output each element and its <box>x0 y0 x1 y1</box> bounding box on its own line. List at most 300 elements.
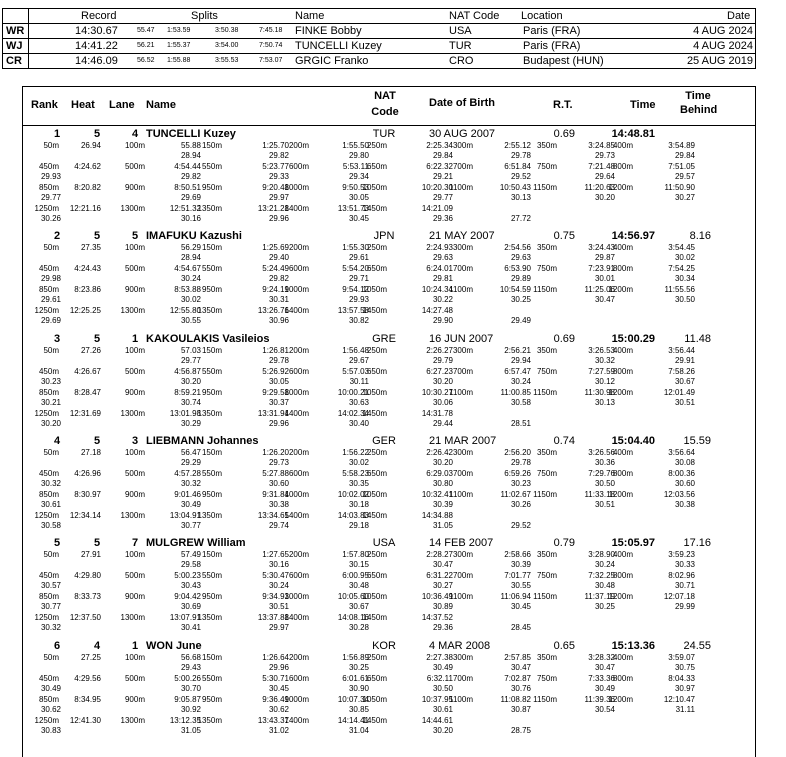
split-distance: 1200m <box>608 694 633 704</box>
split-time: 8:20.82 <box>74 183 101 192</box>
split-time: 8:50.51 <box>174 183 201 192</box>
split-lap: 30.20 <box>432 376 453 386</box>
swimmer-name: IMAFUKU Kazushi <box>146 230 242 243</box>
split-lap: 30.34 <box>674 274 695 284</box>
split-lap: 29.29 <box>180 457 201 467</box>
split-time: 13:04.91 <box>169 510 201 520</box>
split-distance: 500m <box>124 673 145 683</box>
split-distance: 700m <box>452 571 473 581</box>
split-lap: 29.87 <box>594 253 615 263</box>
split-lap: 29.49 <box>510 316 531 326</box>
record-type: WR <box>6 25 25 37</box>
split-lap: 29.78 <box>510 151 531 160</box>
split-distance: 350m <box>536 550 557 560</box>
split-time: 6:59.26 <box>504 468 531 478</box>
split-time: 14:02.34 <box>337 408 369 418</box>
split-time: 56.29 <box>180 243 201 253</box>
split-time: 6:32.11 <box>426 673 453 683</box>
swimmer-rank: 1 <box>53 128 61 140</box>
split-lap: 30.49 <box>40 683 61 693</box>
split-lap: 30.82 <box>348 316 369 326</box>
split-time: 12:21.16 <box>69 204 101 213</box>
swimmer-lane: 1 <box>131 332 139 345</box>
split-distance: 1300m <box>120 306 145 316</box>
split-lap: 29.89 <box>510 274 531 284</box>
split-distance: 1350m <box>197 715 222 725</box>
split-distance: 100m <box>124 447 145 457</box>
split-lap: 30.62 <box>268 704 289 714</box>
split-lap: 29.90 <box>432 316 453 326</box>
split-lap: 29.52 <box>510 172 531 181</box>
split-lap: 30.69 <box>180 602 201 612</box>
split-time: 2:54.56 <box>504 243 531 253</box>
split-distance: 850m <box>38 592 59 602</box>
split-time: 6:00.95 <box>342 571 369 581</box>
split-time: 13:26.76 <box>257 306 289 316</box>
split-time: 7:01.77 <box>504 571 531 581</box>
record-location: Paris (FRA) <box>523 25 581 37</box>
split-distance: 1450m <box>362 510 387 520</box>
split-distance: 400m <box>612 141 633 150</box>
split-distance: 550m <box>201 366 222 376</box>
split-time: 8:30.97 <box>74 489 101 499</box>
split-time: 12:41.30 <box>69 715 101 725</box>
split-distance: 750m <box>536 673 557 683</box>
split-distance: 300m <box>452 243 473 253</box>
split-time: 8:02.96 <box>668 571 695 581</box>
split-distance: 500m <box>124 468 145 478</box>
split-time: 8:59.21 <box>174 387 201 397</box>
col-name: Name <box>146 99 176 111</box>
split-lap: 30.77 <box>40 602 61 612</box>
split-lap: 30.22 <box>432 295 453 305</box>
split-time: 14:34.88 <box>421 510 453 520</box>
split-lap: 29.77 <box>432 193 453 202</box>
split-distance: 1450m <box>362 715 387 725</box>
split-distance: 300m <box>452 345 473 355</box>
split-lap: 29.84 <box>674 151 695 160</box>
split-distance: 350m <box>536 447 557 457</box>
split-distance: 200m <box>288 447 309 457</box>
split-lap: 29.36 <box>432 623 453 633</box>
split-lap: 29.69 <box>180 193 201 202</box>
col-nat: NAT <box>374 90 396 102</box>
split-time: 27.18 <box>80 447 101 457</box>
split-lap: 29.18 <box>348 520 369 530</box>
swimmer-nat: USA <box>372 537 396 550</box>
split-distance: 50m <box>43 652 59 662</box>
swimmer-heat: 5 <box>93 128 101 140</box>
record-location: Budapest (HUN) <box>523 55 604 67</box>
split-lap: 29.34 <box>348 172 369 181</box>
swimmer-time: 15:05.97 <box>611 537 655 550</box>
split-time: 1:56.89 <box>342 652 369 662</box>
split-lap: 30.87 <box>510 704 531 714</box>
record-nat: TUR <box>449 40 472 52</box>
split-time: 5:26.92 <box>262 366 289 376</box>
split-lap: 30.71 <box>674 581 695 591</box>
split-distance: 600m <box>288 264 309 274</box>
split-distance: 250m <box>366 243 387 253</box>
split-time: 10:02.02 <box>337 489 369 499</box>
swimmer-rank: 2 <box>53 230 61 243</box>
split-distance: 1350m <box>197 613 222 623</box>
record-time: 14:41.22 <box>75 40 118 52</box>
split-time: 2:57.85 <box>504 652 531 662</box>
records-header-nat: NAT Code <box>449 10 500 22</box>
record-nat: USA <box>449 25 472 37</box>
col-rank: Rank <box>31 99 58 111</box>
split-lap: 29.82 <box>268 151 289 160</box>
split-distance: 1250m <box>34 510 59 520</box>
split-time: 5:23.77 <box>262 162 289 171</box>
split-time: 3:26.53 <box>588 345 615 355</box>
split-lap: 30.41 <box>180 623 201 633</box>
split-distance: 450m <box>38 264 59 274</box>
split-time: 6:22.32 <box>426 162 453 171</box>
split-distance: 1050m <box>362 592 387 602</box>
split-time: 3:24.43 <box>588 243 615 253</box>
split-distance: 650m <box>366 162 387 171</box>
swimmer-dob: 30 AUG 2007 <box>429 128 496 140</box>
split-lap: 31.02 <box>268 725 289 735</box>
split-lap: 29.81 <box>432 274 453 284</box>
col-behind-1: Time <box>685 90 711 102</box>
split-distance: 850m <box>38 183 59 192</box>
split-lap: 29.44 <box>432 418 453 428</box>
split-time: 55.88 <box>180 141 201 150</box>
split-lap: 30.32 <box>40 478 61 488</box>
split-time: 11:30.98 <box>584 387 615 397</box>
record-type: CR <box>6 55 22 67</box>
swimmer-heat: 5 <box>93 332 101 345</box>
record-time: 14:30.67 <box>75 25 118 37</box>
split-time: 10:05.60 <box>337 592 369 602</box>
split-lap: 30.12 <box>594 376 615 386</box>
split-distance: 850m <box>38 387 59 397</box>
split-distance: 1100m <box>449 285 473 295</box>
records-table <box>2 8 756 69</box>
split-lap: 30.02 <box>674 253 695 263</box>
split-time: 9:31.84 <box>262 489 289 499</box>
split-distance: 1250m <box>34 204 59 213</box>
split-distance: 150m <box>201 345 222 355</box>
split-distance: 1150m <box>533 387 557 397</box>
split-time: 9:36.49 <box>262 694 289 704</box>
split-distance: 550m <box>201 468 222 478</box>
swimmer-rank: 4 <box>53 434 61 447</box>
split-lap: 30.16 <box>180 214 201 223</box>
split-lap: 30.26 <box>40 214 61 223</box>
swimmer-row <box>23 434 755 536</box>
split-time: 9:05.87 <box>174 694 201 704</box>
swimmer-heat: 5 <box>93 537 101 550</box>
split-time: 12:07.18 <box>663 592 695 602</box>
split-distance: 1450m <box>362 613 387 623</box>
split-lap: 30.20 <box>40 418 61 428</box>
split-time: 9:24.19 <box>262 285 289 295</box>
split-time: 13:07.91 <box>169 613 201 623</box>
split-distance: 1200m <box>608 285 633 295</box>
split-distance: 600m <box>288 571 309 581</box>
split-lap: 30.20 <box>180 376 201 386</box>
split-distance: 750m <box>536 162 557 171</box>
split-time: 3:26.56 <box>588 447 615 457</box>
split-time: 11:37.19 <box>584 592 615 602</box>
split-time: 2:24.93 <box>426 243 453 253</box>
split-time: 12:31.69 <box>69 408 101 418</box>
split-time: 6:29.03 <box>426 468 453 478</box>
split-distance: 600m <box>288 468 309 478</box>
record-s2: 1:55.37 <box>167 42 191 49</box>
split-lap: 30.08 <box>674 457 695 467</box>
split-distance: 1050m <box>362 183 387 192</box>
split-time: 1:26.81 <box>262 345 289 355</box>
split-lap: 30.47 <box>510 662 531 672</box>
swimmer-rt: 0.69 <box>553 332 575 345</box>
split-lap: 29.79 <box>432 355 453 365</box>
split-lap: 30.62 <box>40 704 61 714</box>
split-lap: 30.15 <box>348 560 369 570</box>
records-header-date: Date <box>727 10 751 22</box>
split-lap: 30.05 <box>348 193 369 202</box>
split-time: 13:51.73 <box>337 204 369 213</box>
split-lap: 30.33 <box>674 560 695 570</box>
col-dob: Date of Birth <box>429 97 495 109</box>
split-distance: 1300m <box>120 613 145 623</box>
swimmer-nat: TUR <box>372 128 396 140</box>
split-time: 6:01.61 <box>342 673 369 683</box>
split-lap: 30.49 <box>594 683 615 693</box>
record-row <box>3 39 755 54</box>
split-time: 6:31.22 <box>426 571 453 581</box>
split-lap: 29.36 <box>432 214 453 223</box>
split-distance: 100m <box>124 550 145 560</box>
split-time: 9:54.12 <box>342 285 369 295</box>
split-lap: 30.16 <box>268 560 289 570</box>
split-distance: 1350m <box>197 408 222 418</box>
split-lap: 30.02 <box>180 295 201 305</box>
split-distance: 500m <box>124 366 145 376</box>
split-distance: 1400m <box>284 613 309 623</box>
split-lap: 29.93 <box>348 295 369 305</box>
split-time: 10:00.21 <box>337 387 369 397</box>
split-lap: 30.50 <box>432 683 453 693</box>
split-lap: 29.61 <box>40 295 61 305</box>
split-lap: 29.63 <box>510 253 531 263</box>
col-lane: Lane <box>109 99 135 111</box>
split-lap: 30.85 <box>348 704 369 714</box>
split-lap: 30.83 <box>40 725 61 735</box>
split-time: 7:29.76 <box>588 468 615 478</box>
split-distance: 550m <box>201 571 222 581</box>
record-s1: 55.47 <box>137 27 155 34</box>
split-lap: 30.23 <box>510 478 531 488</box>
split-lap: 30.31 <box>268 295 289 305</box>
split-lap: 30.48 <box>348 581 369 591</box>
record-name: FINKE Bobby <box>295 25 362 37</box>
split-lap: 30.47 <box>432 560 453 570</box>
swimmer-lane: 1 <box>131 639 139 652</box>
split-lap: 30.45 <box>510 602 531 612</box>
split-time: 6:24.01 <box>426 264 453 274</box>
split-lap: 30.39 <box>432 499 453 509</box>
split-distance: 600m <box>288 162 309 171</box>
split-lap: 28.94 <box>180 253 201 263</box>
split-time: 12:37.50 <box>69 613 101 623</box>
split-lap: 29.73 <box>268 457 289 467</box>
split-time: 11:33.18 <box>584 489 615 499</box>
split-distance: 1200m <box>608 592 633 602</box>
swimmer-name: TUNCELLI Kuzey <box>146 128 236 140</box>
split-lap: 29.52 <box>510 520 531 530</box>
swimmer-rt: 0.74 <box>553 434 575 447</box>
split-time: 57.49 <box>180 550 201 560</box>
split-time: 7:33.36 <box>588 673 615 683</box>
split-lap: 30.25 <box>348 662 369 672</box>
split-lap: 29.96 <box>268 214 289 223</box>
split-time: 4:26.96 <box>74 468 101 478</box>
swimmer-time: 15:00.29 <box>611 332 655 345</box>
split-time: 10:37.95 <box>421 694 453 704</box>
split-lap: 30.61 <box>432 704 453 714</box>
split-time: 11:25.06 <box>584 285 615 295</box>
split-lap: 29.78 <box>268 355 289 365</box>
split-lap: 29.80 <box>348 151 369 160</box>
split-time: 13:37.88 <box>257 613 289 623</box>
split-time: 56.68 <box>180 652 201 662</box>
split-lap: 30.24 <box>594 560 615 570</box>
split-distance: 100m <box>124 652 145 662</box>
split-time: 6:51.84 <box>504 162 531 171</box>
swimmer-name: WON June <box>146 639 202 652</box>
split-time: 14:31.78 <box>421 408 453 418</box>
split-time: 12:34.14 <box>69 510 101 520</box>
split-lap: 30.54 <box>594 704 615 714</box>
swimmer-dob: 4 MAR 2008 <box>429 639 491 652</box>
split-time: 4:26.67 <box>74 366 101 376</box>
record-row <box>3 54 755 68</box>
split-distance: 1000m <box>284 387 309 397</box>
split-lap: 30.55 <box>510 581 531 591</box>
split-lap: 30.40 <box>348 418 369 428</box>
split-time: 11:02.67 <box>500 489 531 499</box>
split-time: 11:39.36 <box>584 694 615 704</box>
split-distance: 1350m <box>197 510 222 520</box>
split-time: 4:29.80 <box>74 571 101 581</box>
split-lap: 30.01 <box>594 274 615 284</box>
split-distance: 950m <box>201 387 222 397</box>
record-s2: 1:55.88 <box>167 57 191 64</box>
split-distance: 1400m <box>284 408 309 418</box>
split-distance: 1100m <box>449 694 473 704</box>
split-distance: 1200m <box>608 183 633 192</box>
split-time: 5:53.11 <box>342 162 369 171</box>
split-distance: 400m <box>612 243 633 253</box>
split-time: 10:24.34 <box>421 285 453 295</box>
split-distance: 850m <box>38 285 59 295</box>
split-distance: 500m <box>124 264 145 274</box>
split-time: 4:56.87 <box>174 366 201 376</box>
split-lap: 31.04 <box>348 725 369 735</box>
split-time: 2:55.12 <box>504 141 531 150</box>
split-distance: 1250m <box>34 408 59 418</box>
split-time: 8:28.47 <box>74 387 101 397</box>
split-time: 14:44.61 <box>421 715 453 725</box>
split-distance: 950m <box>201 592 222 602</box>
split-lap: 30.24 <box>180 274 201 284</box>
split-distance: 250m <box>366 447 387 457</box>
split-distance: 1150m <box>533 694 557 704</box>
split-distance: 450m <box>38 468 59 478</box>
split-lap: 30.45 <box>348 214 369 223</box>
split-lap: 30.26 <box>510 499 531 509</box>
split-lap: 29.82 <box>180 172 201 181</box>
split-time: 27.91 <box>80 550 101 560</box>
split-time: 3:28.32 <box>588 652 615 662</box>
swimmer-nat: JPN <box>373 230 395 243</box>
swimmer-rt: 0.75 <box>553 230 575 243</box>
split-lap: 29.94 <box>510 355 531 365</box>
split-lap: 29.77 <box>180 355 201 365</box>
split-time: 8:53.88 <box>174 285 201 295</box>
split-distance: 400m <box>612 652 633 662</box>
split-distance: 900m <box>124 285 145 295</box>
swimmer-row <box>23 536 755 638</box>
split-lap: 30.25 <box>510 295 531 305</box>
split-distance: 250m <box>366 550 387 560</box>
split-time: 7:02.87 <box>504 673 531 683</box>
split-lap: 30.77 <box>180 520 201 530</box>
split-distance: 1400m <box>284 204 309 213</box>
split-distance: 600m <box>288 673 309 683</box>
records-header-splits: Splits <box>191 10 218 22</box>
split-lap: 30.51 <box>594 499 615 509</box>
split-lap: 29.64 <box>594 172 615 181</box>
split-distance: 650m <box>366 571 387 581</box>
split-lap: 29.82 <box>268 274 289 284</box>
split-lap: 30.23 <box>40 376 61 386</box>
split-time: 2:28.27 <box>426 550 453 560</box>
split-time: 8:04.33 <box>668 673 695 683</box>
split-distance: 750m <box>536 571 557 581</box>
split-distance: 500m <box>124 571 145 581</box>
split-time: 10:50.43 <box>499 183 531 192</box>
record-date: 25 AUG 2019 <box>686 55 753 67</box>
split-lap: 29.96 <box>268 418 289 428</box>
split-lap: 30.18 <box>348 499 369 509</box>
split-lap: 29.91 <box>674 355 695 365</box>
swimmer-row <box>23 127 755 229</box>
split-time: 9:04.42 <box>174 592 201 602</box>
split-lap: 30.32 <box>180 478 201 488</box>
split-distance: 600m <box>288 366 309 376</box>
swimmer-heat: 5 <box>93 230 101 243</box>
split-distance: 1300m <box>120 715 145 725</box>
split-distance: 700m <box>452 468 473 478</box>
split-distance: 1250m <box>34 613 59 623</box>
split-lap: 30.70 <box>180 683 201 693</box>
split-lap: 30.20 <box>432 725 453 735</box>
split-time: 12:25.25 <box>69 306 101 316</box>
split-time: 1:25.70 <box>262 141 289 150</box>
split-time: 1:56.48 <box>342 345 369 355</box>
split-distance: 1200m <box>608 489 633 499</box>
split-distance: 100m <box>124 345 145 355</box>
split-distance: 950m <box>201 183 222 192</box>
split-distance: 400m <box>612 345 633 355</box>
split-distance: 1200m <box>608 387 633 397</box>
